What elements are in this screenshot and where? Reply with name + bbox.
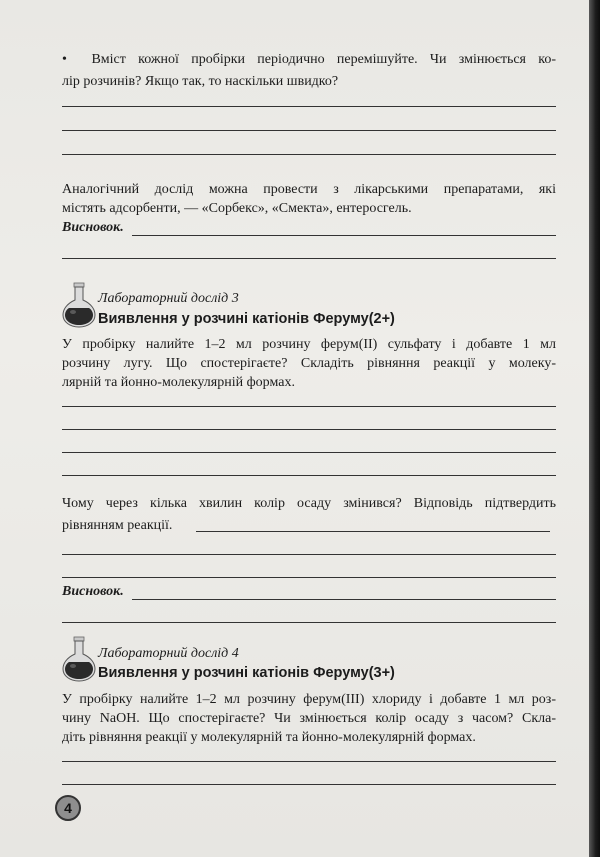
conclusion-label: Висновок. (62, 220, 124, 235)
answer-line[interactable] (62, 577, 556, 578)
page-number-badge: 4 (55, 795, 81, 821)
bullet-question-line-1: • Вміст кожної пробірки періодично перемішуйте. Чи змінюється ко- (62, 52, 557, 67)
lab4-text-line-1: У пробірку налийте 1–2 мл розчину ферум(ІІІ) хлориду і добавте 1 мл роз- (62, 692, 556, 707)
lab4-text-line-2: чину NaOH. Що спостерігаєте? Чи змінюється колір осаду з часом? Склa- (62, 711, 556, 726)
lab3-question-line-2: рівнянням реакції. (62, 518, 173, 533)
book-edge-shadow (589, 0, 600, 857)
bullet-question-line-2: лір розчинів? Якщо так, то наскільки швидко? (62, 74, 339, 89)
answer-line[interactable] (62, 784, 556, 785)
lab4-title: Лабораторний дослід 4 (98, 646, 239, 661)
answer-line[interactable] (62, 429, 556, 430)
answer-line[interactable] (62, 475, 556, 476)
answer-line[interactable] (62, 406, 556, 407)
answer-line[interactable] (62, 106, 556, 107)
answer-line[interactable] (132, 235, 556, 236)
lab3-title: Лабораторний дослід 3 (98, 291, 239, 306)
lab3-text-line-3: лярній та йонно-молекулярній формах. (62, 375, 295, 390)
answer-line[interactable] (62, 622, 556, 623)
lab4-heading: Виявлення у розчині катіонів Феруму(3+) (98, 665, 395, 681)
flask-icon (62, 636, 96, 682)
answer-line[interactable] (62, 761, 556, 762)
conclusion-label: Висновок. (62, 584, 124, 599)
answer-line[interactable] (196, 531, 550, 532)
answer-line[interactable] (62, 154, 556, 155)
answer-line[interactable] (62, 452, 556, 453)
lab3-text-line-1: У пробірку налийте 1–2 мл розчину ферум(ІІ) сульфату і добавте 1 мл (62, 337, 556, 352)
lab3-text-line-2: розчину лугу. Що спостерігаєте? Складіть рівняння реакції у молеку- (62, 356, 556, 371)
answer-line[interactable] (62, 554, 556, 555)
answer-line[interactable] (62, 130, 556, 131)
flask-icon (62, 282, 96, 328)
analog-text-line-1: Аналогічний дослід можна провести з лікарськими препаратами, які (62, 182, 556, 197)
lab3-heading: Виявлення у розчині катіонів Феруму(2+) (98, 311, 395, 327)
bullet-marker: • (62, 52, 67, 67)
analog-text-line-2: містять адсорбенти, — «Сорбекс», «Смекта», ентеросгель. (62, 201, 412, 216)
answer-line[interactable] (62, 258, 556, 259)
answer-line[interactable] (132, 599, 556, 600)
lab4-text-line-3: діть рівняння реакції у молекулярній та йонно-молекулярній формах. (62, 730, 476, 745)
lab3-question-line-1: Чому через кілька хвилин колір осаду змінився? Відповідь підтвердить (62, 496, 556, 511)
